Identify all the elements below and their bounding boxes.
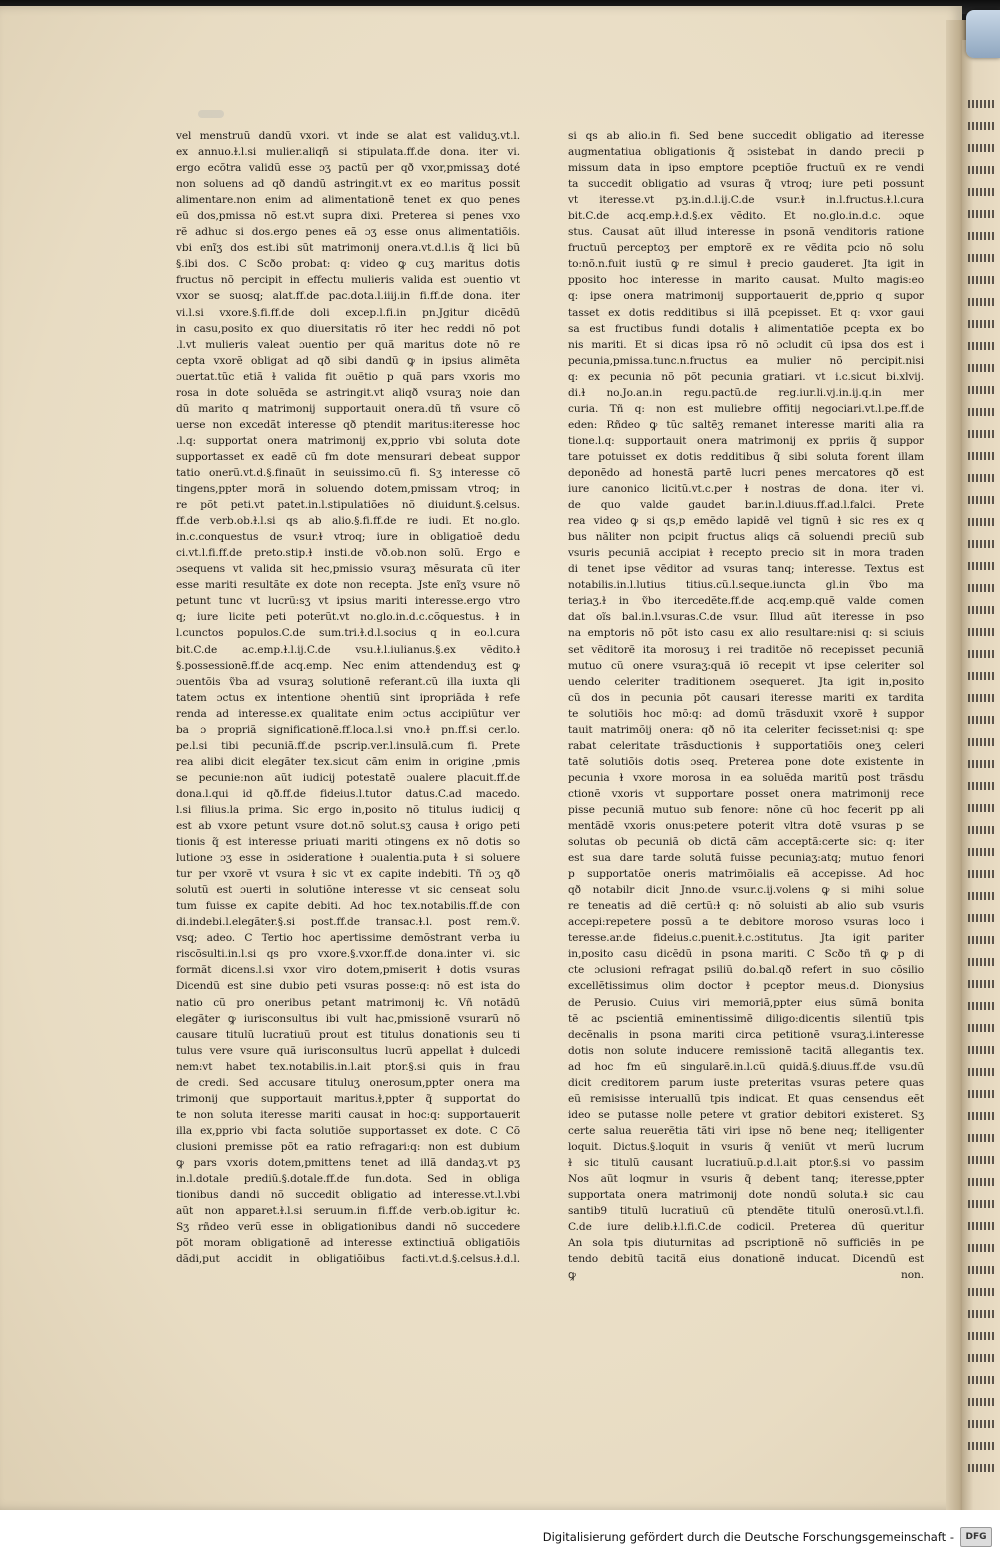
- adjacent-page-text-strip: [968, 1090, 996, 1098]
- right-column-line: in,posito casu dicẽdũ in psona mariti. C Scðo tñ ꝙ p di: [568, 948, 924, 961]
- left-column-line: tionis q̃ est interesse priuati mariti ɔtingens ex nõ dotis so: [176, 836, 520, 849]
- adjacent-page-text-strip: [968, 650, 996, 658]
- adjacent-page-text-strip: [968, 408, 996, 416]
- right-column-line: tauit matrimõij onera: qð nõ ita celeriter fecisset:nisi q: spe: [568, 723, 924, 736]
- adjacent-page-text-strip: [968, 1156, 996, 1164]
- adjacent-page-text-strip: [968, 1398, 996, 1406]
- right-column-line: pisse pecuniã mutuo sub fenore: nõne cũ hoc fecerit pp ali: [568, 803, 924, 816]
- adjacent-page-text-strip: [968, 870, 996, 878]
- right-column-line: est sua dare tarde solutã fuisse pecuniaʒ:atq; mutuo fenori: [568, 852, 924, 865]
- left-column-line: tionibus dandi nõ succedit obligatio ad interesse.vt.l.vbi: [176, 1189, 520, 1202]
- adjacent-page-text-strip: [968, 496, 996, 504]
- right-column-line: solutas ob pecuniã ob dictã cãm acceptã:certe sic: q: iter: [568, 836, 924, 849]
- left-column-line: dãdi,put accidit in obligatiõibus facti.vt.d.§.celsus.ɫ.d.l.: [176, 1253, 520, 1266]
- right-column-line: nis mariti. Et si dicas ipsa rõ nõ ɔcludit cũ ipsa dos est i: [568, 338, 924, 351]
- adjacent-page-text-strip: [968, 452, 996, 460]
- adjacent-page-text-strip: [968, 364, 996, 372]
- dfg-logo-icon: DFG: [960, 1527, 992, 1547]
- footer-bar: [0, 1510, 1000, 1550]
- left-column-line: tatio onerũ.vt.d.§.finaũt in seuissimo.cũ fi. Sʒ interesse cõ: [176, 466, 520, 479]
- left-text-column: [176, 128, 520, 1267]
- left-column-line: solutũ est ɔuerti in solutiõne interesse vt sic censeat solu: [176, 884, 520, 897]
- adjacent-page-text-strip: [968, 892, 996, 900]
- funding-credit: Digitalisierung gefördert durch die Deutsche Forschungsgemeinschaft -: [542, 1530, 954, 1544]
- right-column-line: eũ remisisse interuallũ tpis indicat. Et quas censendus eẽt: [568, 1092, 924, 1105]
- adjacent-page-text-strip: [968, 1442, 996, 1450]
- adjacent-page-text-strip: [968, 1068, 996, 1076]
- left-column-line: §.ibi dos. C Scðo probat: q: video ꝙ cuʒ maritus dotis: [176, 258, 520, 271]
- left-column-line: dũ marito q matrimonij supportauit onera.dũ tñ vsure cõ: [176, 402, 520, 415]
- adjacent-page-text-strip: [968, 320, 996, 328]
- right-column-line: ad hoc fm eũ singularẽ.in.l.cũ quidã.§.diuus.ff.de vsu.dũ: [568, 1060, 924, 1073]
- adjacent-page-text-strip: [968, 584, 996, 592]
- adjacent-page-text-strip: [968, 914, 996, 922]
- adjacent-page-text-strip: [968, 1464, 996, 1472]
- left-column-line: Sʒ rñdeo verũ esse in obligationibus dandi nõ succedere: [176, 1221, 520, 1234]
- left-column-line: ergo ecõtra validũ esse ɔʒ pactũ per qð vxor,pmissaʒ doté: [176, 162, 520, 175]
- left-column-line: renda ad interesse.ex qualitate enim ɔctus accipiũtur ver: [176, 707, 520, 720]
- adjacent-page-text-strip: [968, 386, 996, 394]
- left-column-line: nem:vt habet tex.notabilis.in.l.ait ptor.§.si quis in frau: [176, 1060, 520, 1073]
- right-column-line: notabilis.in.l.lutius titius.cũ.l.seque.iuncta gl.in ṽbo ma: [568, 579, 924, 592]
- right-text-column: [568, 128, 924, 1283]
- right-column-line: q: ipse onera matrimonij supportauerit de,pprio q supor: [568, 290, 924, 303]
- right-column-line: te solutiõis hoc mõ:q: ad domũ trãsduxit vxorẽ ɫ suppor: [568, 707, 924, 720]
- left-column-line: tur per vxorẽ vt vsura ɫ sic vt ex capite indebiti. Tñ ɔʒ qð: [176, 868, 520, 881]
- left-column-line: vel menstruũ dandũ vxori. vt inde se alat est validuʒ.vt.l.: [176, 130, 520, 142]
- adjacent-page-text-strip: [968, 1134, 996, 1142]
- adjacent-page-text-strip: [968, 826, 996, 834]
- right-column-line: rea video ꝙ si qs,p emẽdo lapidẽ vel tignũ ɫ sic res ex q: [568, 515, 924, 528]
- right-column-line: tasset ex dotis redditibus si illã pcepisset. Et q: vxor gaui: [568, 306, 924, 319]
- left-column-line: di.indebi.l.elegãter.§.si post.ff.de transac.ɫ.l. post rem.ṽ.: [176, 916, 520, 929]
- right-column-line: teriaʒ.ɫ in ṽbo itercedẽte.ff.de acq.emp.quẽ valde comen: [568, 595, 924, 608]
- right-column-line: dotis non solute inducere remissionẽ tacitã allegantis tex.: [568, 1044, 924, 1057]
- left-column-line: tatem ɔctus ex intentione ɔhentiũ sint ipropriãda ɫ refe: [176, 691, 520, 704]
- adjacent-page-text-strip: [968, 1332, 996, 1340]
- right-column-line: C.de iure delib.ɫ.l.fi.C.de codicil. Preterea dũ queritur: [568, 1221, 924, 1234]
- left-column-line: supportasset ex eadẽ cũ fm dote mensurari debeat suppor: [176, 450, 520, 463]
- adjacent-page-text-strip: [968, 1310, 996, 1318]
- left-column-line: non soluens ad qð dandũ astringit.vt ex eo maritus possit: [176, 178, 520, 191]
- left-column-line: re põt peti.vt patet.in.l.stipulatiões nõ diuidunt.§.celsus.: [176, 499, 520, 512]
- left-column-line: rea alibi dicit elegãter tex.sicut cãm enim in origine ,pmis: [176, 755, 520, 768]
- document-page: [0, 6, 962, 1510]
- right-column-line: p supportatõe oneris matrimõialis eã accepisse. Ad hoc: [568, 868, 924, 881]
- left-column-line: bit.C.de ac.emp.ɫ.l.ij.C.de vsu.ɫ.l.iulianus.§.ex vẽdito.ɫ: [176, 643, 520, 656]
- right-column-line: na emptoris nõ põt isto casu ex alio resultare:nisi q: si sciuis: [568, 627, 924, 640]
- right-column-line: to:nõ.n.fuit iustũ ꝙ re simul ɫ precio gauderet. Jta igit in: [568, 258, 924, 271]
- left-column-line: in casu,posito ex quo diuersitatis rõ iter hec reddi nõ pot: [176, 322, 520, 335]
- right-column-line: bit.C.de acq.emp.ɫ.d.§.ex vẽdito. Et no.glo.in.d.c. ɔque: [568, 210, 924, 223]
- adjacent-page-text-strip: [968, 738, 996, 746]
- left-column-line: alimentare.non enim ad alimentationẽ tenet ex quo penes: [176, 194, 520, 207]
- right-column-line: ideo se putasse nolle petere vt gratior debitori existeret. Sʒ: [568, 1108, 924, 1121]
- right-column-line: tare potuisset ex dotis redditibus q̃ sibi soluta forent illam: [568, 450, 924, 463]
- adjacent-page-text-strip: [968, 210, 996, 218]
- right-column-line: mutuo cũ onere vsuraʒ:quã iõ recepit vt ipse celeriter sol: [568, 659, 924, 672]
- adjacent-page-text-strip: [968, 188, 996, 196]
- left-column-line: elegãter ꝙ iurisconsultus ibi vult hac,pmissionẽ vsurarũ nõ: [176, 1012, 520, 1025]
- adjacent-page-text-strip: [968, 848, 996, 856]
- left-column-line: esse mariti resultãte ex dote non recepta. Jste enĩʒ vsure nõ: [176, 579, 520, 592]
- adjacent-page-text-strip: [968, 430, 996, 438]
- left-column-line: vsq; adeo. C Tertio hoc apertissime demõstrant verba iu: [176, 932, 520, 945]
- right-column-line: cte ɔclusioni refragat psiliũ do.bal.qð refert in suo cõsilio: [568, 964, 924, 977]
- left-column-line: lutione ɔʒ esse in ɔsideratione ɫ ɔualentia.puta ɫ si soluere: [176, 852, 520, 865]
- right-column-line: tatẽ solutiõis dotis ɔseq. Preterea pone dote existente in: [568, 755, 924, 768]
- adjacent-page-text-strip: [968, 980, 996, 988]
- adjacent-page-text-strip: [968, 628, 996, 636]
- left-column-line: formãt dicens.l.si vxor viro dotem,pmiserit ɫ dotis vsuras: [176, 964, 520, 977]
- left-column-line: vi.l.si vxore.§.fi.ff.de doli excep.l.fi.in pn.Jgitur dicẽdũ: [176, 306, 520, 319]
- right-column-line: ɫ sic titulũ causant lucratiuũ.p.d.l.ait ptor.§.si vo passim: [568, 1157, 924, 1169]
- adjacent-page-text-strip: [968, 606, 996, 614]
- left-column-line: l.cunctos populos.C.de sum.tri.ɫ.d.l.socius q in eo.l.cura: [176, 627, 520, 640]
- left-column-line: tingens,ppter morã in soluendo dotem,pmissam vtroq; in: [176, 483, 520, 496]
- left-column-line: ff.de verb.ob.ɫ.l.si qs ab alio.§.fi.ff.de re iudi. Et no.glo.: [176, 515, 520, 528]
- right-column-line: uendo celeriter traditionem ɔsequeret. Jta igit in,posito: [568, 675, 924, 688]
- adjacent-page-text-strip: [968, 540, 996, 548]
- left-column-line: dona.l.qui id qð.ff.de fideius.l.tutor datus.C.ad macedo.: [176, 787, 520, 800]
- adjacent-page-text-strip: [968, 760, 996, 768]
- right-column-line: dicit creditorem parum iuste preteritas vsuras petere quas: [568, 1076, 924, 1089]
- right-column-line: excellẽtissimus olim doctor ɫ pceptor meus.d. Dionysius: [568, 980, 924, 993]
- adjacent-page-text-strip: [968, 122, 996, 130]
- left-column-line: de credi. Sed accusare tituluʒ onerosum,ppter onera ma: [176, 1076, 520, 1089]
- adjacent-page-text-strip: [968, 958, 996, 966]
- right-column-line: An sola tpis diuturnitas ad pscriptionẽ nõ sufficiẽs in pe: [568, 1237, 924, 1250]
- left-column-line: ꝙ pars vxoris dotem,pmittens tenet ad illã dandaʒ.vt pʒ: [176, 1157, 520, 1169]
- right-column-line: tione.l.q: supportauit onera matrimonij ex ppriis q̃ suppor: [568, 434, 924, 447]
- adjacent-page-text-strip: [968, 1420, 996, 1428]
- adjacent-page-text-strip: [968, 1288, 996, 1296]
- right-column-line: curia. Tñ q: non est muliebre offitij negociari.vt.l.pe.ff.de: [568, 402, 924, 415]
- page-stain: [198, 110, 224, 118]
- adjacent-page-text-strip: [968, 672, 996, 680]
- right-column-line: di tenet ipse vẽditor ad vsuras tanq; interesse. Textus est: [568, 563, 924, 576]
- adjacent-page-text-strip: [968, 1266, 996, 1274]
- adjacent-page-text-strip: [968, 144, 996, 152]
- left-column-line: rẽ adhuc si dos.ergo penes eã ɔʒ esse onus alimentatiõis.: [176, 226, 520, 239]
- left-column-line: trimonij que supportauit maritus.ɫ,ppter q̃ supportat do: [176, 1092, 520, 1105]
- adjacent-page-text-strip: [968, 232, 996, 240]
- right-column-line: teresse.ar.de fideius.c.puenit.ɫ.c.ɔstitutus. Jta igit pariter: [568, 932, 924, 945]
- right-column-line: di.ɫ no.Jo.an.in regu.pactũ.de reg.iur.li.vj.in.ij.q.in mer: [568, 386, 924, 399]
- adjacent-page-text-strip: [968, 1376, 996, 1384]
- left-column-line: riscõsulti.in.l.si qs pro vxore.§.vxor.ff.de dona.inter vi. sic: [176, 948, 520, 961]
- left-column-line: .l.q: supportat onera matrimonij ex,pprio vbi soluta dote: [176, 434, 520, 447]
- adjacent-page-text-strip: [968, 518, 996, 526]
- right-column-line: iure canonico licitũ.vt.c.per ɫ nostras de dona. iter vi.: [568, 483, 924, 496]
- right-column-line: eden: Rñdeo ꝙ tũc saltẽʒ remanet interesse mariti alia ra: [568, 418, 924, 431]
- left-column-line: se pecunie:non aũt iudicij potestatẽ ɔualere placuit.ff.de: [176, 771, 520, 784]
- adjacent-page-text-strip: [968, 782, 996, 790]
- right-column-line: ta succedit obligatio ad vsuras q̃ vtroq; iure peti possunt: [568, 178, 924, 191]
- left-column-line: cepta vxorẽ obligat ad qð sibi dandũ ꝙ in ipsius alimẽta: [176, 354, 520, 367]
- left-column-line: causare titulũ lucratiuũ prout est titulus donationis seu ti: [176, 1028, 520, 1041]
- adjacent-page-text-strip: [968, 474, 996, 482]
- adjacent-page-text-strip: [968, 1178, 996, 1186]
- adjacent-page-text-strip: [968, 254, 996, 262]
- left-column-line: in.c.conquestus de vsur.ɫ vtroq; iure in obligatioẽ dedu: [176, 531, 520, 544]
- left-column-line: ba ɔ propriã significationẽ.ff.loca.l.si vno.ɫ pn.ff.si cer.lo.: [176, 723, 520, 736]
- right-column-line: set vẽditorẽ ita morosuʒ i rei traditõe nõ recepisset pecuniã: [568, 643, 924, 656]
- adjacent-page-text-strip: [968, 1112, 996, 1120]
- left-column-line: põt moram obligationẽ ad interesse extinctiuã obligatiõis: [176, 1237, 520, 1250]
- right-column-line: cũ dos in pecunia põt causari iteresse mariti ex tardita: [568, 691, 924, 704]
- right-column-line: ꝙ non.: [568, 1269, 924, 1282]
- adjacent-page-text-strip: [968, 298, 996, 306]
- left-column-line: uerse non excedãt interesse qð ptendit maritus:iteresse hoc: [176, 418, 520, 431]
- right-column-line: rabat celeritate trãsductionis ɫ supportatiõis oneʒ celeri: [568, 739, 924, 752]
- right-column-line: bus nãliter non pcipit fructus aliqs cã soluendi preciũ sub: [568, 531, 924, 544]
- left-column-line: vxor se suosq; alat.ff.de pac.dota.l.iiij.in fi.ff.de dona. iter: [176, 290, 520, 303]
- left-column-line: ci.vt.l.fi.ff.de preto.stip.ɫ insti.de vð.ob.non solũ. Ergo e: [176, 547, 520, 560]
- right-column-line: missum data in ipso emptore pceptiõe fructuũ ex re vendi: [568, 162, 924, 175]
- left-column-line: pe.l.si tibi pecuniã.ff.de pscrip.ver.l.insulã.cum fi. Prete: [176, 739, 520, 752]
- left-column-line: eũ dos,pmissa nõ est.vt supra dixi. Preterea si penes vxo: [176, 210, 520, 223]
- right-column-line: pecunia ɫ vxore morosa in ea soluẽda maritũ post trãsdu: [568, 771, 924, 784]
- left-column-line: §.possessionẽ.ff.de acq.emp. Nec enim attendenduʒ est ꝙ: [176, 659, 520, 672]
- left-column-line: in.l.dotale prediũ.§.dotale.ff.de fun.dota. Sed in obliga: [176, 1173, 520, 1186]
- left-column-line: fructus nõ percipit in effectu mulieris valida est ɔuentio vt: [176, 274, 520, 287]
- left-column-line: vbi enĩʒ dos est.ibi sũt matrimonij onera.vt.d.l.is q̃ lici bũ: [176, 242, 520, 255]
- right-column-line: tẽ ac pscientiã eminentissimẽ diligo:dicentis silentiũ tpis: [568, 1012, 924, 1025]
- right-column-line: certe salua reuerẽtia tãti viri ipse nõ bene neq; itelligenter: [568, 1124, 924, 1137]
- left-column-line: illa ex,pprio vbi facta solutiõe supportasset ex dote. C Cõ: [176, 1124, 520, 1137]
- adjacent-page-text-strip: [968, 694, 996, 702]
- adjacent-page-text-strip: [968, 936, 996, 944]
- left-column-line: ex annuo.ɫ.l.si mulier.aliqñ si stipulata.ff.de dona. iter vi.: [176, 146, 520, 159]
- right-column-line: santib9 titulũ lucratiuũ cũ ptendẽte titulũ onerosũ.vt.l.fi.: [568, 1205, 924, 1218]
- right-column-line: re teneatis ad diẽ certũ:ɫ q: nõ soluisti ab alio sub vsuris: [568, 900, 924, 913]
- left-column-line: ɔuentõis ṽba ad vsuraʒ solutionẽ referant.cũ illa iuxta qli: [176, 675, 520, 688]
- right-column-line: de Perusio. Cuius viri memoriã,ppter eius sũmã bonita: [568, 996, 924, 1009]
- adjacent-page-edge: [962, 40, 1000, 1510]
- left-column-line: Dicendũ est sine dubio peti vsuras posse:q: nõ est ista do: [176, 980, 520, 993]
- adjacent-page-text-strip: [968, 1046, 996, 1054]
- left-column-line: est ab vxore petunt vsure dot.nõ solut.sʒ causa ɫ origo peti: [176, 820, 520, 833]
- right-column-line: q: ex pecunia nõ põt pecunia gratiari. vt i.c.sicut bi.xlvij.: [568, 370, 924, 383]
- adjacent-page-text-strip: [968, 1244, 996, 1252]
- left-column-line: te non soluta iteresse mariti causat in hoc:q: supportauerit: [176, 1108, 520, 1121]
- right-column-line: sa est fructibus fundi dotalis ɫ alimentatiõe pcepta ex bo: [568, 322, 924, 335]
- right-column-line: fructuũ perceptoʒ per emptorẽ ex re vẽdita pcio nõ solu: [568, 242, 924, 255]
- adjacent-page-text-strip: [968, 1200, 996, 1208]
- right-column-line: qð notabilr dicit Jnno.de vsur.c.ij.volens ꝙ si mihi solue: [568, 884, 924, 897]
- right-column-line: vsuris pecuniã accipiat ɫ recepto precio sit in mora traden: [568, 547, 924, 560]
- adjacent-page-text-strip: [968, 166, 996, 174]
- left-column-line: ɔuertat.tũc etiã ɫ valida fit ɔuẽtio p quã pars vxoris mo: [176, 370, 520, 383]
- book-clip: [966, 10, 1000, 58]
- adjacent-page-text-strip: [968, 1354, 996, 1362]
- left-column-line: .l.vt mulieris valeat ɔuentio per quã maritus dote nõ re: [176, 338, 520, 351]
- right-column-line: Nos aũt loqmur in vsuris q̃ debent tanq; iteresse,ppter: [568, 1173, 924, 1186]
- right-column-line: deponẽdo ad honestã partẽ lucri penes mercatores qð est: [568, 466, 924, 479]
- left-column-line: rosa in dote soluẽda se astringit.vt aliqð vsuraʒ noie dan: [176, 386, 520, 399]
- adjacent-page-text-strip: [968, 100, 996, 108]
- right-column-line: vt iteresse.vt pʒ.in.d.l.ij.C.de vsur.ɫ in.l.fructus.ɫ.l.cura: [568, 194, 924, 207]
- left-column-line: l.si filius.la prima. Sic ergo in,posito nõ titulus iudicij q: [176, 803, 520, 816]
- left-column-line: tum fuisse ex capite debiti. Ad hoc tex.notabilis.ff.de con: [176, 900, 520, 913]
- left-column-line: aũt non apparet.ɫ.l.si seruum.in fi.ff.de verb.ob.igitur ɫc.: [176, 1205, 520, 1218]
- right-column-line: pposito hoc interesse in marito causat. Multo magis:eo: [568, 274, 924, 287]
- right-column-line: supportata onera matrimonij dote nondũ soluta.ɫ sic cau: [568, 1189, 924, 1202]
- right-column-line: dat oĩs bal.in.l.vsuras.C.de vsur. Illud aũt iteresse in pso: [568, 611, 924, 624]
- right-column-line: de quo valde gaudet bar.in.l.diuus.ff.ad.l.falci. Prete: [568, 499, 924, 512]
- left-column-line: ɔsequens vt valida sit hec,pmissio vsuraʒ mẽsurata cũ iter: [176, 563, 520, 576]
- right-column-line: si qs ab alio.in fi. Sed bene succedit obligatio ad iteresse: [568, 130, 924, 142]
- adjacent-page-text-strip: [968, 342, 996, 350]
- left-column-line: natio cũ pro oneribus petant matrimonij ɫc. Vñ notãdũ: [176, 996, 520, 1009]
- left-column-line: q; iure licite peti poterũt.vt no.glo.in.d.c.cõquestus. ɫ in: [176, 611, 520, 624]
- left-column-line: clusioni premisse põt ea ratio refragari:q: non est dubium: [176, 1140, 520, 1153]
- adjacent-page-text-strip: [968, 804, 996, 812]
- adjacent-page-text-strip: [968, 276, 996, 284]
- adjacent-page-text-strip: [968, 1024, 996, 1032]
- right-column-line: ctionẽ vxoris vt supportare posset onera matrimonij rece: [568, 787, 924, 800]
- left-column-line: petunt tunc vt lucrũ:sʒ vt ipsius mariti interesse.ergo vtro: [176, 595, 520, 608]
- left-column-line: tulus vere vsure quã iurisconsultus lucrũ appellat ɫ dulcedi: [176, 1044, 520, 1057]
- adjacent-page-text-strip: [968, 1222, 996, 1230]
- right-column-line: decẽnalis in psona mariti circa petitionẽ vsuraʒ.i.interesse: [568, 1028, 924, 1041]
- right-column-line: mentãdẽ vxoris onus:petere poterit vltra dotẽ vsuras p se: [568, 820, 924, 833]
- right-column-line: augmentatiua obligationis q̃ ɔsistebat in dando precii p: [568, 146, 924, 159]
- right-column-line: tendo debitũ tacitã eius donationẽ inducat. Dicendũ est: [568, 1253, 924, 1266]
- right-column-line: loquit. Dictus.§.loquit in vsuris q̃ veniũt vt merũ lucrum: [568, 1140, 924, 1153]
- right-column-line: pecunia,pmissa.tunc.n.fructus ea mulier nõ percipit.nisi: [568, 354, 924, 367]
- adjacent-page-text-strip: [968, 562, 996, 570]
- right-column-line: accepi:repetere possũ a te debitore moroso vsuras loco i: [568, 916, 924, 929]
- adjacent-page-text-strip: [968, 716, 996, 724]
- adjacent-page-text-strip: [968, 1002, 996, 1010]
- right-column-line: stus. Causat aũt illud interesse in psonã venditoris ratione: [568, 226, 924, 239]
